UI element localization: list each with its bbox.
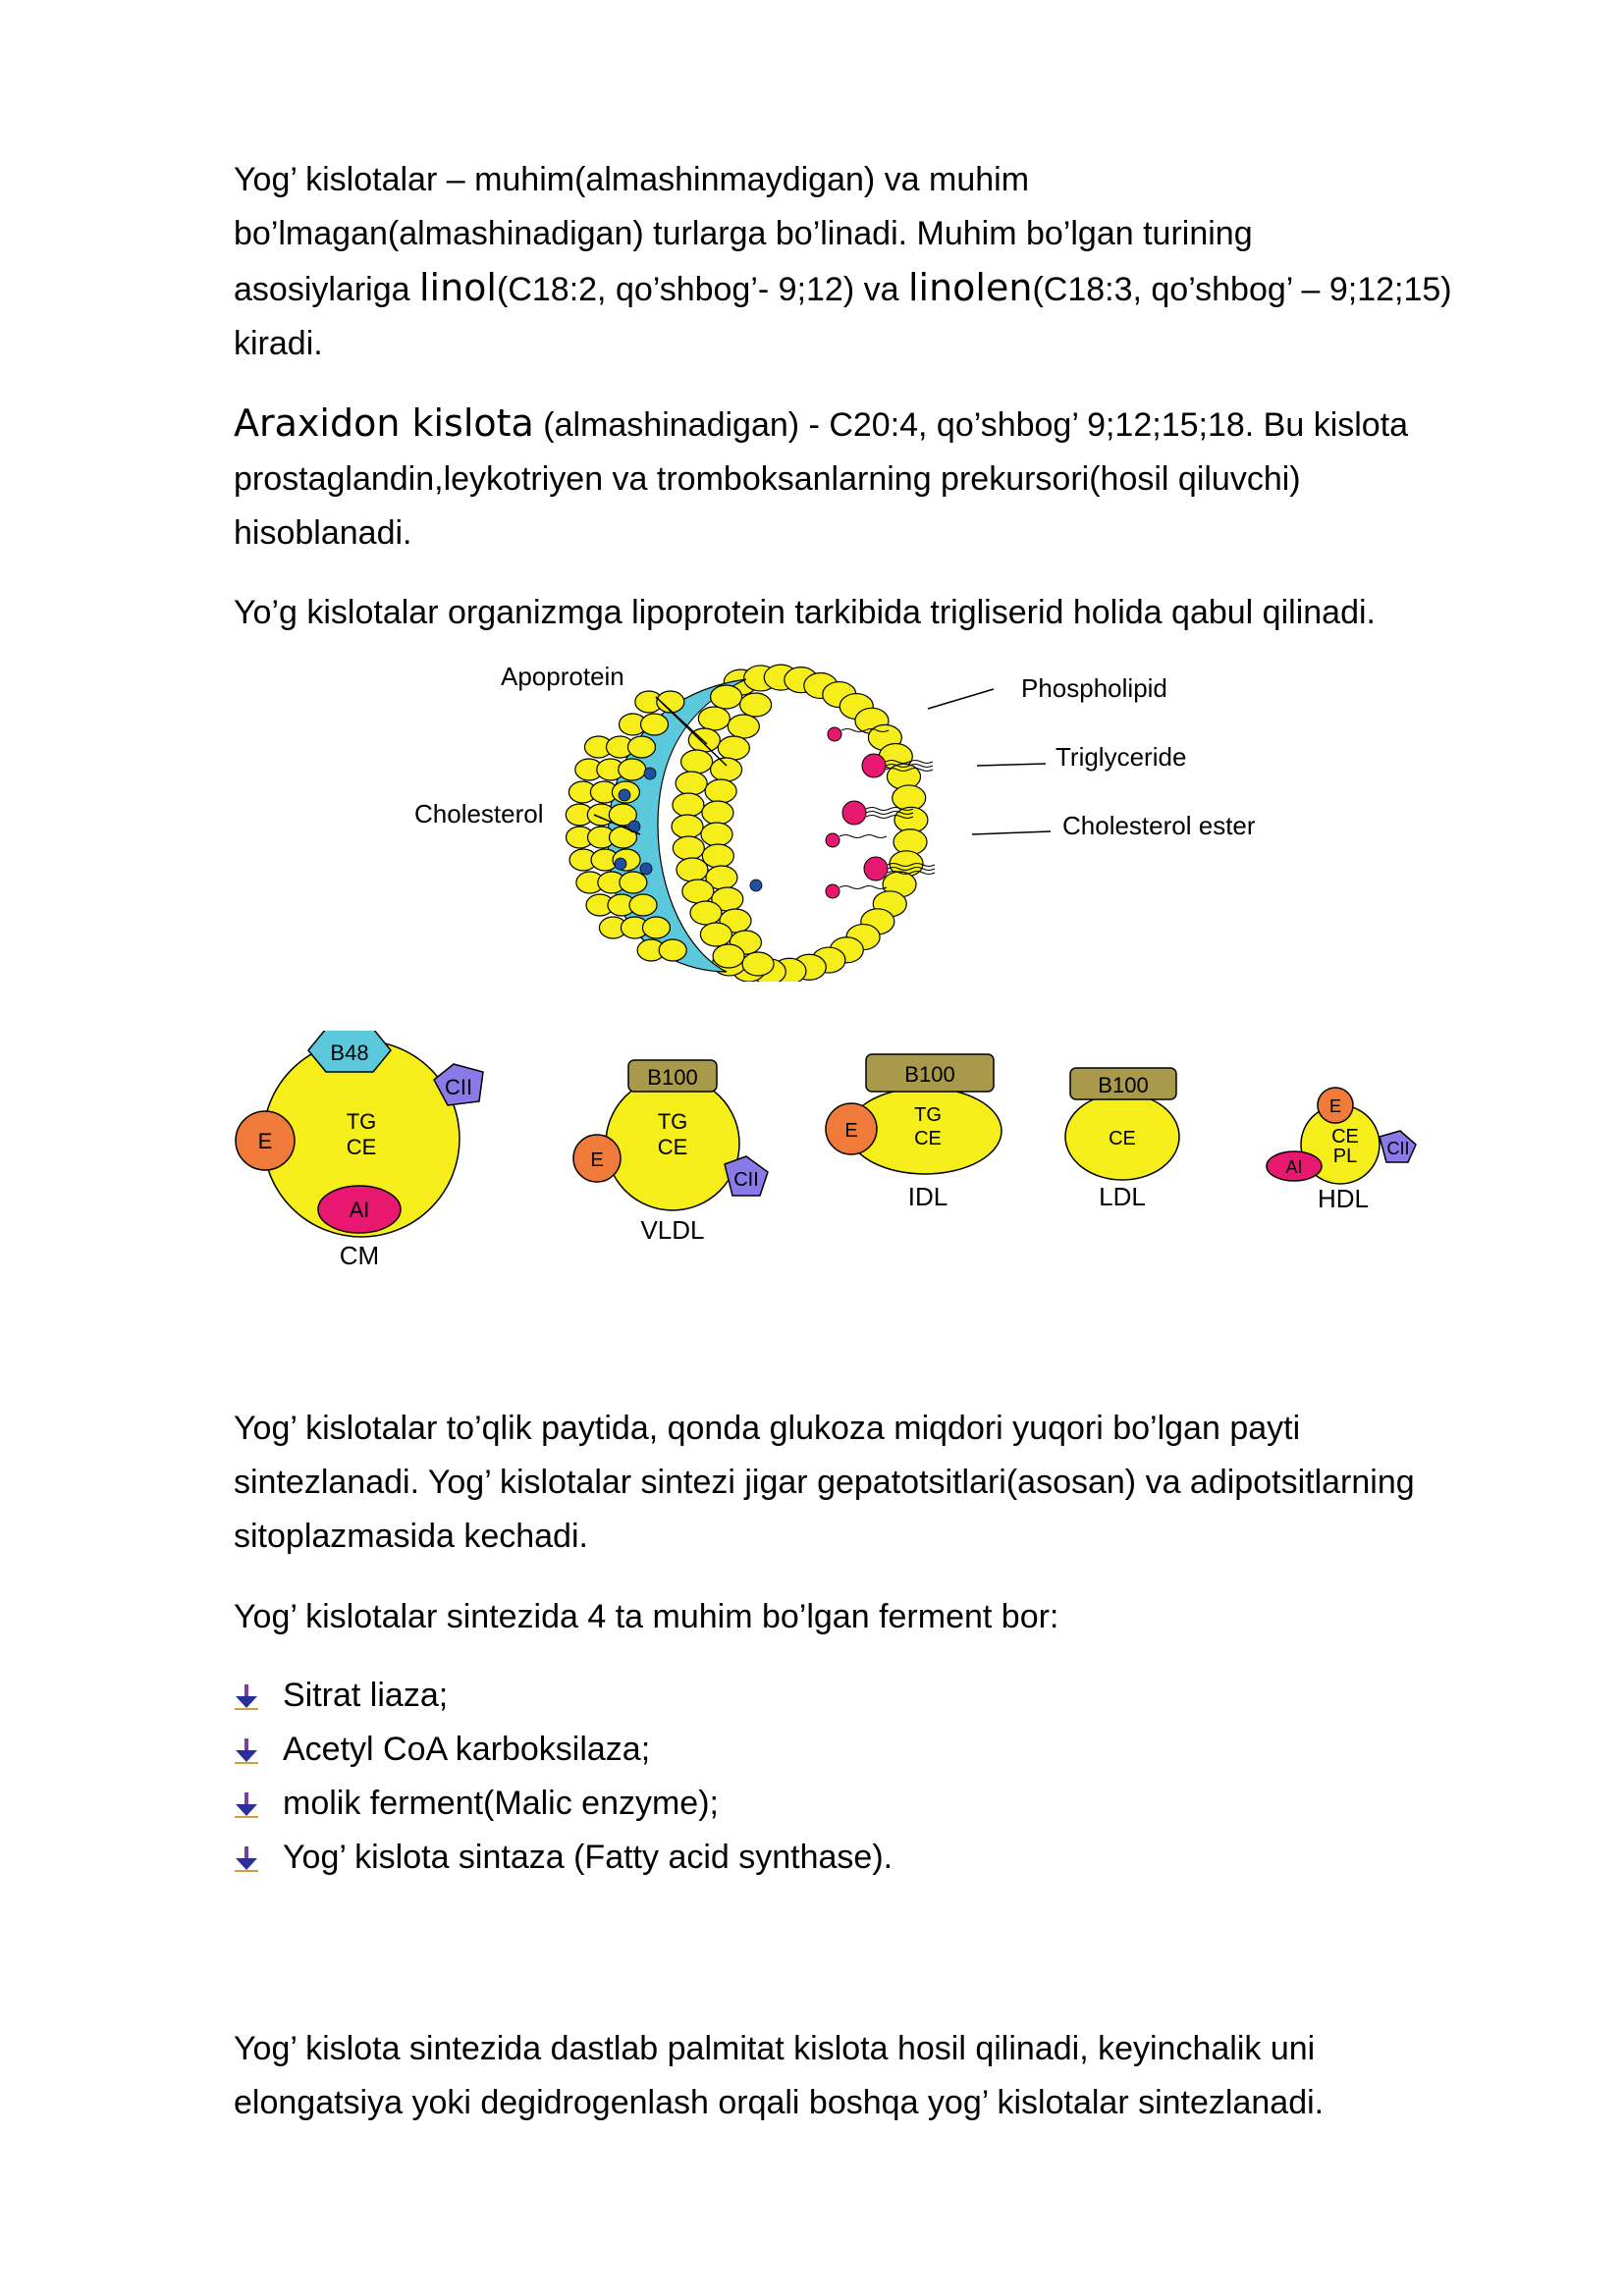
lipoprotein-vldl <box>573 1060 768 1245</box>
core-label: CE <box>1331 1126 1359 1148</box>
list-item-text: Sitrat liaza; <box>283 1677 449 1714</box>
apo-label: B48 <box>330 1041 369 1065</box>
text-line: asosiylariga <box>234 271 419 308</box>
phospholipid-head <box>711 685 742 709</box>
phospholipid-head <box>702 844 733 868</box>
core-label: CE <box>346 1135 377 1159</box>
label-phospholipid: Phospholipid <box>1021 673 1167 703</box>
phospholipid-head <box>677 858 708 881</box>
text-line: elongatsiya yoki degidrogenlash orqali boshqa yog’ kislotalar sintezlanadi. <box>234 2084 1325 2121</box>
lipoprotein-cm <box>236 1031 483 1270</box>
arrow-down-bullet-icon <box>234 1843 259 1873</box>
text-line: prostaglandin,leykotriyen va tromboksanlarning prekursori(hosil qiluvchi) <box>234 460 1301 498</box>
term-linolen: linolen <box>907 266 1033 309</box>
apo-label: CII <box>733 1169 759 1191</box>
phospholipid-head <box>690 901 722 925</box>
apo-label: AI <box>349 1198 370 1222</box>
lipoprotein-name: LDL <box>1099 1182 1146 1211</box>
phospholipid-head <box>711 758 742 781</box>
label-triglyceride: Triglyceride <box>1056 742 1187 772</box>
core-label: CE <box>657 1135 688 1159</box>
list-item-text: Acetyl CoA karboksilaza; <box>283 1731 651 1768</box>
lipoprotein-ldl <box>1065 1068 1179 1211</box>
apo-label: B100 <box>647 1065 698 1090</box>
phospholipid-head <box>619 759 646 780</box>
phospholipid-head <box>718 736 749 760</box>
fatty-acid-tail <box>839 835 887 838</box>
paragraph-enzymes-intro: Yog’ kislotalar sintezida 4 ta muhim bo’lgan ferment bor: <box>234 1598 1059 1635</box>
cholesterol-molecule <box>640 863 652 875</box>
phospholipid-head <box>620 872 647 893</box>
paragraph-synthesis-location <box>234 1402 1510 1564</box>
lipoprotein-name: CM <box>339 1241 380 1270</box>
phospholipid-head <box>713 944 744 968</box>
cholesterol-molecule <box>619 789 630 801</box>
phospholipid-head <box>702 801 733 825</box>
apo-label: E <box>257 1129 273 1153</box>
phospholipid-head <box>628 736 656 758</box>
paragraph-araxidon <box>234 397 1510 561</box>
apo-label: B100 <box>1098 1073 1149 1097</box>
list-item <box>234 1831 893 1885</box>
phospholipid-head <box>701 823 732 846</box>
core-label: TG <box>914 1104 942 1126</box>
lipoprotein-idl <box>826 1054 1001 1211</box>
phospholipid-head <box>740 693 772 717</box>
phospholipid-head <box>629 894 657 916</box>
list-item-text: molik ferment(Malic enzyme); <box>283 1785 719 1822</box>
text-line: Yog’ kislotalar to’qlik paytida, qonda glukoza miqdori yuqori bo’lgan payti <box>234 1410 1301 1447</box>
core-label: CE <box>914 1128 942 1149</box>
phospholipid-head <box>742 952 774 976</box>
lipoprotein-hdl <box>1267 1088 1416 1213</box>
text-line: (C18:2, qo’shbog’- 9;12) va <box>497 271 908 308</box>
list-item-text: Yog’ kislota sintaza (Fatty acid synthase). <box>283 1839 893 1876</box>
cholesterol-molecule <box>644 768 656 779</box>
triglyceride-head <box>828 727 841 741</box>
apo-label: E <box>1328 1096 1342 1116</box>
paragraph-fatty-acid-types <box>234 153 1510 371</box>
triglyceride-head <box>842 801 866 825</box>
cholesterol-molecule <box>750 880 762 891</box>
core-label: PL <box>1332 1146 1358 1167</box>
core-label: TG <box>657 1109 688 1134</box>
term-linol: linol <box>418 266 497 309</box>
core-label: CE <box>1109 1128 1136 1149</box>
phospholipid-head <box>673 836 704 860</box>
label-cholesterol-ester: Cholesterol ester <box>1062 811 1256 840</box>
phospholipid-head <box>698 707 730 730</box>
term-araxidon: Araxidon kislota <box>234 401 534 445</box>
text-line: Yog’ kislotalar – muhim(almashinmaydigan) va muhim <box>234 161 1030 198</box>
text-line: kiradi. <box>234 325 323 362</box>
phospholipid-head <box>642 917 670 938</box>
apo-label: B100 <box>904 1062 955 1087</box>
list-item <box>234 1777 893 1831</box>
phospholipid-head <box>705 779 736 803</box>
phospholipid-head <box>700 923 731 946</box>
apo-label: E <box>590 1149 604 1171</box>
lipoprotein-structure-figure <box>393 658 1335 982</box>
label-apoprotein: Apoprotein <box>501 662 624 691</box>
triglyceride-head <box>862 754 886 777</box>
phospholipid-head <box>641 714 669 735</box>
text-line: hisoblanadi. <box>234 514 412 552</box>
list-item <box>234 1669 893 1723</box>
phospholipid-head <box>676 772 707 795</box>
triglyceride-head <box>864 857 888 881</box>
fatty-acid-tail <box>839 886 887 889</box>
phospholipid-head <box>681 750 713 774</box>
paragraph-lipoprotein-intake: Yo’g kislotalar organizmga lipoprotein tarkibida trigliserid holida qabul qilinadi. <box>234 594 1376 631</box>
paragraph-palmitate <box>234 2022 1510 2130</box>
core-label: TG <box>346 1109 377 1134</box>
apo-label: AI <box>1285 1157 1303 1177</box>
lipoprotein-types-figure <box>226 1031 1453 1286</box>
lipoprotein-name: VLDL <box>640 1215 705 1245</box>
apo-label: E <box>844 1120 858 1142</box>
arrow-down-bullet-icon <box>234 1735 259 1765</box>
enzyme-list <box>234 1669 893 1885</box>
phospholipid-head <box>682 880 714 903</box>
phospholipid-head <box>728 715 759 738</box>
apo-label: CII <box>444 1075 473 1099</box>
phospholipid-head <box>672 815 703 838</box>
phospholipid-head <box>673 793 704 817</box>
text-line: sitoplazmasida kechadi. <box>234 1518 588 1555</box>
text-line: sintezlanadi. Yog’ kislotalar sintezi jigar gepatotsitlari(asosan) va adipotsitlarning <box>234 1464 1415 1501</box>
lipoprotein-name: IDL <box>907 1182 948 1211</box>
text-line: Yog’ kislota sintezida dastlab palmitat kislota hosil qilinadi, keyinchalik uni <box>234 2030 1316 2067</box>
text-line: (almashinadigan) - C20:4, qo’shbog’ 9;12;15;18. Bu kislota <box>533 406 1409 444</box>
lipoprotein-particle <box>566 665 935 982</box>
phospholipid-head <box>659 939 686 961</box>
list-item <box>234 1723 893 1777</box>
arrow-down-bullet-icon <box>234 1789 259 1819</box>
triglyceride-head <box>826 884 839 898</box>
triglyceride-head <box>826 833 839 847</box>
label-cholesterol: Cholesterol <box>414 799 544 828</box>
text-line: (C18:3, qo’shbog’ – 9;12;15) <box>1032 271 1452 308</box>
apo-label: CII <box>1386 1139 1410 1158</box>
text-line: bo’lmagan(almashinadigan) turlarga bo’linadi. Muhim bo’lgan turining <box>234 215 1253 252</box>
lipoprotein-name: HDL <box>1317 1184 1370 1213</box>
cholesterol-molecule <box>615 858 626 870</box>
arrow-down-bullet-icon <box>234 1682 259 1711</box>
